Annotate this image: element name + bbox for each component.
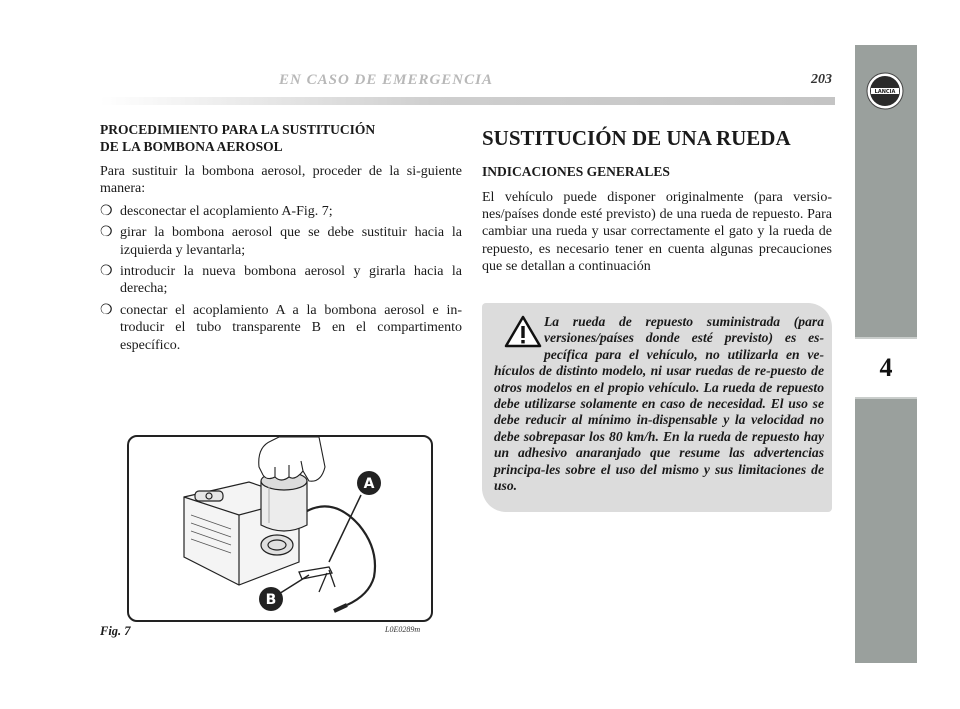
list-item xyxy=(100,263,462,298)
figure-code: L0E0289m xyxy=(385,625,421,634)
right-column xyxy=(482,126,832,281)
procedure-steps xyxy=(100,203,462,354)
running-header-title: EN CASO DE EMERGENCIA xyxy=(279,72,493,88)
step-text: introducir la nueva bombona aerosol y girarla hacia la derecha; xyxy=(120,264,462,297)
header-rule xyxy=(100,97,835,105)
aerosol-canister xyxy=(261,472,307,531)
chapter-number: 4 xyxy=(855,337,917,399)
label-a-leader xyxy=(329,495,361,562)
transparent-tube xyxy=(299,567,335,592)
warning-box xyxy=(482,303,832,512)
figure-caption: Fig. 7 xyxy=(100,624,131,638)
hand-illustration xyxy=(259,437,325,481)
bullet-icon: ❍ xyxy=(100,264,113,280)
page-number: 203 xyxy=(811,72,832,87)
procedure-subheading xyxy=(100,122,462,155)
logo-text: LANCIA xyxy=(874,89,896,95)
procedure-subheading-line1: PROCEDIMIENTO PARA LA SUSTITUCIÓN xyxy=(100,122,376,137)
compressor-illustration xyxy=(129,437,431,620)
step-text: girar la bombona aerosol que se debe sustituir hacia la izquierda y levantarla; xyxy=(120,225,462,258)
bullet-icon: ❍ xyxy=(100,225,113,241)
list-item xyxy=(100,302,462,354)
general-indications-subheading: INDICACIONES GENERALES xyxy=(482,164,670,179)
procedure-subheading-line2: DE LA BOMBONA AEROSOL xyxy=(100,138,283,154)
warning-text: La rueda de repuesto suministrada (para versiones/países donde esté previsto) es es-pecífica para el vehículo, no utilizarla en ve-hículos de distinto modelo, ni usar ruedas de re-puesto de otros modelos en el propio vehículo. La rueda de repuesto debe utilizarse solamente en caso de necesidad. El uso se debe reducir al mínimo in-dispensable y la velocidad no debe sobrepasar los 80 km/h. En la rueda de repuesto hay un adhesivo anaranjado que resume las advertencias principa-les sobre el uso del mismo y sus limitaciones de uso. xyxy=(494,314,824,494)
figure-7 xyxy=(127,435,433,622)
step-text: conectar el acoplamiento A a la bombona aerosol e in-troducir el tubo transparente B en el compartimento específico. xyxy=(120,302,462,353)
step-text: desconectar el acoplamiento A-Fig. 7; xyxy=(120,203,333,219)
left-column xyxy=(100,122,462,358)
warning-triangle-icon xyxy=(504,315,542,348)
lancia-logo-icon xyxy=(866,72,904,110)
inflation-hose xyxy=(307,506,375,605)
procedure-intro: Para sustituir la bombona aerosol, proceder de la si-guiente manera: xyxy=(100,164,462,197)
warning-text-block xyxy=(494,314,824,494)
bullet-icon: ❍ xyxy=(100,203,113,219)
label-b: B xyxy=(265,592,277,608)
label-a: A xyxy=(363,476,375,492)
general-indications-body: El vehículo puede disponer originalmente (para versio-nes/países donde esté previsto) de una rueda de repuesto. Para cambiar una rueda y usar correctamente el gato y la rueda de repuesto, es necesario tener en cuenta algunas precauciones que se detallan a continuación xyxy=(482,189,832,275)
list-item xyxy=(100,224,462,259)
list-item xyxy=(100,203,462,220)
section-heading: SUSTITUCIÓN DE UNA RUEDA xyxy=(482,126,791,150)
bullet-icon: ❍ xyxy=(100,302,113,318)
